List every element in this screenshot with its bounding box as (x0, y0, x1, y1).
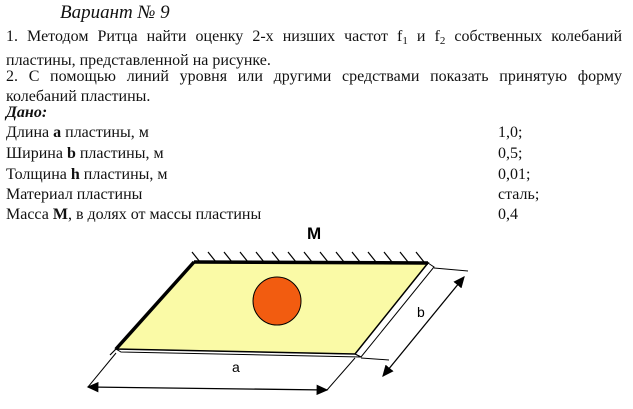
given-value: 0,5; (498, 145, 523, 162)
task-1-prefix: 1. Методом Ритца найти оценку 2-х низших частот (6, 28, 388, 45)
extension-line-a-left (88, 353, 116, 387)
given-label: Длина a пластины, м (6, 124, 149, 141)
extension-line-b-bottom (361, 358, 389, 360)
task-1-suffix: собственных колебаний пластины, представленной на рисунке. (6, 28, 623, 69)
given-heading: Дано: (6, 104, 48, 121)
mass-label: M (307, 224, 322, 243)
given-value: 0,4 (498, 206, 518, 223)
given-label: Масса М, в долях от массы пластины (6, 206, 262, 223)
width-label: b (417, 304, 425, 320)
extension-line-b-top (434, 268, 468, 271)
given-label: Ширина b пластины, м (6, 145, 164, 162)
clamped-edge-top (194, 262, 428, 263)
given-label: Толщина h пластины, м (6, 166, 168, 183)
extension-line-a-right (327, 358, 355, 390)
given-label: Материал пластины (6, 186, 143, 203)
variant-title: Вариант № 9 (60, 2, 170, 23)
mass-circle (253, 277, 301, 325)
given-value: 0,01; (498, 166, 531, 183)
task-1-and: и (416, 28, 426, 45)
length-label: a (232, 359, 240, 375)
dimension-line-a (88, 387, 327, 390)
f1-symbol: f1 (397, 28, 408, 47)
given-value: сталь; (498, 186, 540, 203)
given-value: 1,0; (498, 124, 523, 141)
task-2: 2. С помощью линий уровня или другими средствами показать принятую форму колебаний пластины. (6, 68, 622, 105)
f2-symbol: f2 (434, 28, 446, 47)
